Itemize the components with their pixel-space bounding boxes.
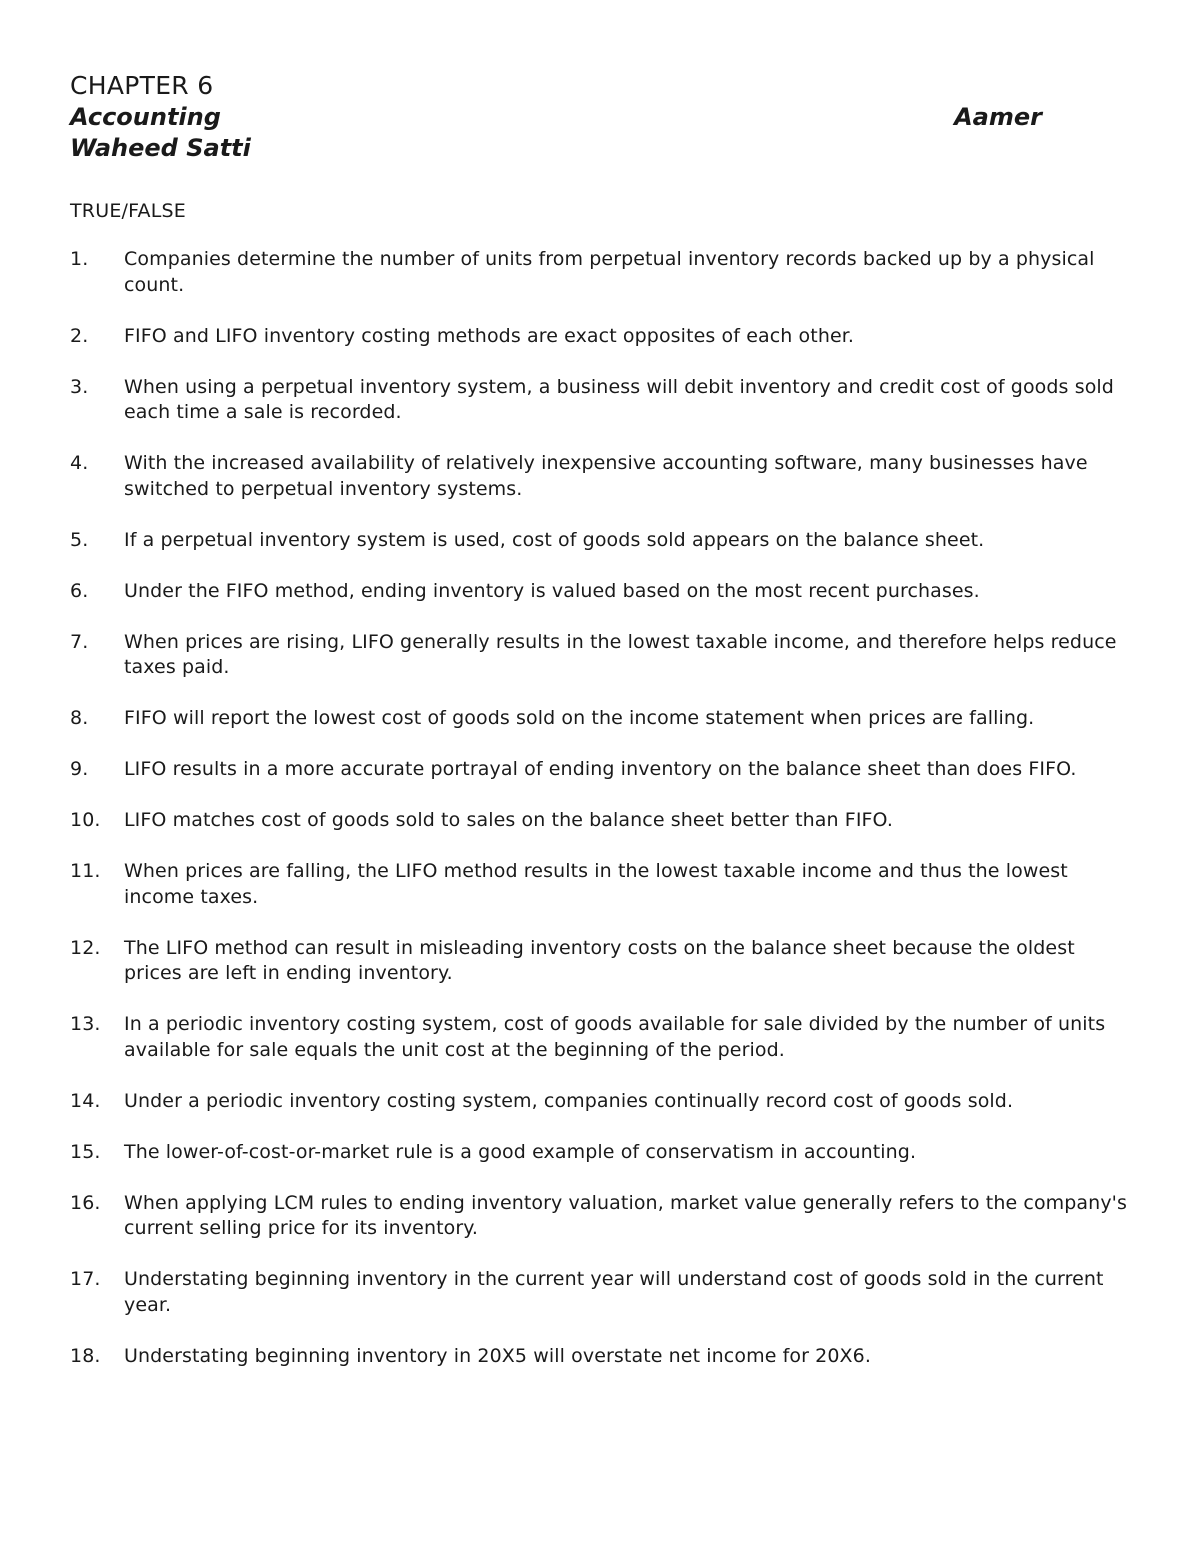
question-item	[70, 579, 1130, 605]
question-number: 3.	[70, 375, 89, 398]
question-text: Companies determine the number of units from perpetual inventory records backed up by a physical count.	[124, 248, 1095, 296]
question-text: When applying LCM rules to ending inventory valuation, market value generally refers to the company's current selling price for its inventory.	[124, 1191, 1127, 1239]
subject-title: Accounting	[70, 103, 221, 131]
question-text: With the increased availability of relatively inexpensive accounting software, many businesses have switched to perpetual inventory systems.	[124, 452, 1088, 500]
question-number: 5.	[70, 528, 89, 551]
question-number: 15.	[70, 1140, 101, 1163]
question-number: 14.	[70, 1089, 101, 1112]
question-number: 13.	[70, 1013, 101, 1035]
question-item	[70, 1191, 1130, 1242]
question-number: 12.	[70, 936, 101, 959]
question-item	[70, 1140, 1130, 1166]
author-last-name: Waheed Satti	[70, 134, 251, 162]
section-heading: TRUE/FALSE	[70, 200, 186, 222]
question-item	[70, 1267, 1130, 1318]
question-text: LIFO results in a more accurate portrayal of ending inventory on the balance sheet than does FIFO.	[124, 758, 1077, 780]
question-list	[70, 247, 1130, 1369]
question-number: 10.	[70, 809, 101, 831]
question-item	[70, 757, 1130, 783]
question-item	[70, 451, 1130, 502]
question-number: 7.	[70, 630, 89, 653]
question-item	[70, 808, 1130, 834]
question-text: When using a perpetual inventory system, a business will debit inventory and credit cost of goods sold each time a sale is recorded.	[124, 375, 1114, 423]
question-item	[70, 375, 1130, 426]
question-item	[70, 936, 1130, 987]
question-number: 4.	[70, 452, 89, 474]
question-number: 17.	[70, 1268, 101, 1290]
question-number: 1.	[70, 248, 89, 270]
question-item	[70, 706, 1130, 732]
question-item	[70, 324, 1130, 350]
author-first-name: Aamer	[954, 103, 1042, 131]
question-text: If a perpetual inventory system is used, cost of goods sold appears on the balance sheet.	[124, 528, 985, 551]
question-text: When prices are falling, the LIFO method results in the lowest taxable income and thus the lowest income taxes.	[124, 860, 1068, 908]
question-number: 9.	[70, 758, 89, 780]
question-text: FIFO will report the lowest cost of goods sold on the income statement when prices are falling.	[124, 707, 1035, 729]
question-text: Under the FIFO method, ending inventory is valued based on the most recent purchases.	[124, 579, 980, 602]
question-item	[70, 1344, 1130, 1370]
chapter-title: CHAPTER 6	[70, 71, 214, 100]
question-text: The LIFO method can result in misleading inventory costs on the balance sheet because the oldest prices are left in ending inventory.	[124, 936, 1075, 984]
question-item	[70, 630, 1130, 681]
question-number: 6.	[70, 579, 89, 602]
subtitle-line	[70, 102, 1042, 133]
question-text: Under a periodic inventory costing system, companies continually record cost of goods sold.	[124, 1089, 1014, 1112]
question-number: 18.	[70, 1344, 101, 1367]
question-item	[70, 528, 1130, 554]
question-number: 11.	[70, 860, 101, 882]
question-text: When prices are rising, LIFO generally results in the lowest taxable income, and therefore helps reduce taxes paid.	[124, 630, 1117, 678]
question-text: The lower-of-cost-or-market rule is a good example of conservatism in accounting.	[124, 1140, 917, 1163]
question-number: 16.	[70, 1191, 101, 1214]
question-item	[70, 859, 1130, 910]
question-text: LIFO matches cost of goods sold to sales on the balance sheet better than FIFO.	[124, 809, 893, 831]
question-text: Understating beginning inventory in 20X5 will overstate net income for 20X6.	[124, 1344, 872, 1367]
question-number: 8.	[70, 707, 89, 729]
question-number: 2.	[70, 324, 89, 347]
question-item	[70, 247, 1130, 298]
question-text: FIFO and LIFO inventory costing methods are exact opposites of each other.	[124, 324, 855, 347]
question-text: In a periodic inventory costing system, cost of goods available for sale divided by the number of units available for sale equals the unit cost at the beginning of the period.	[124, 1013, 1106, 1061]
question-item	[70, 1012, 1130, 1063]
question-item	[70, 1089, 1130, 1115]
question-text: Understating beginning inventory in the current year will understand cost of goods sold in the current year.	[124, 1268, 1104, 1316]
document-page	[70, 70, 1130, 1395]
